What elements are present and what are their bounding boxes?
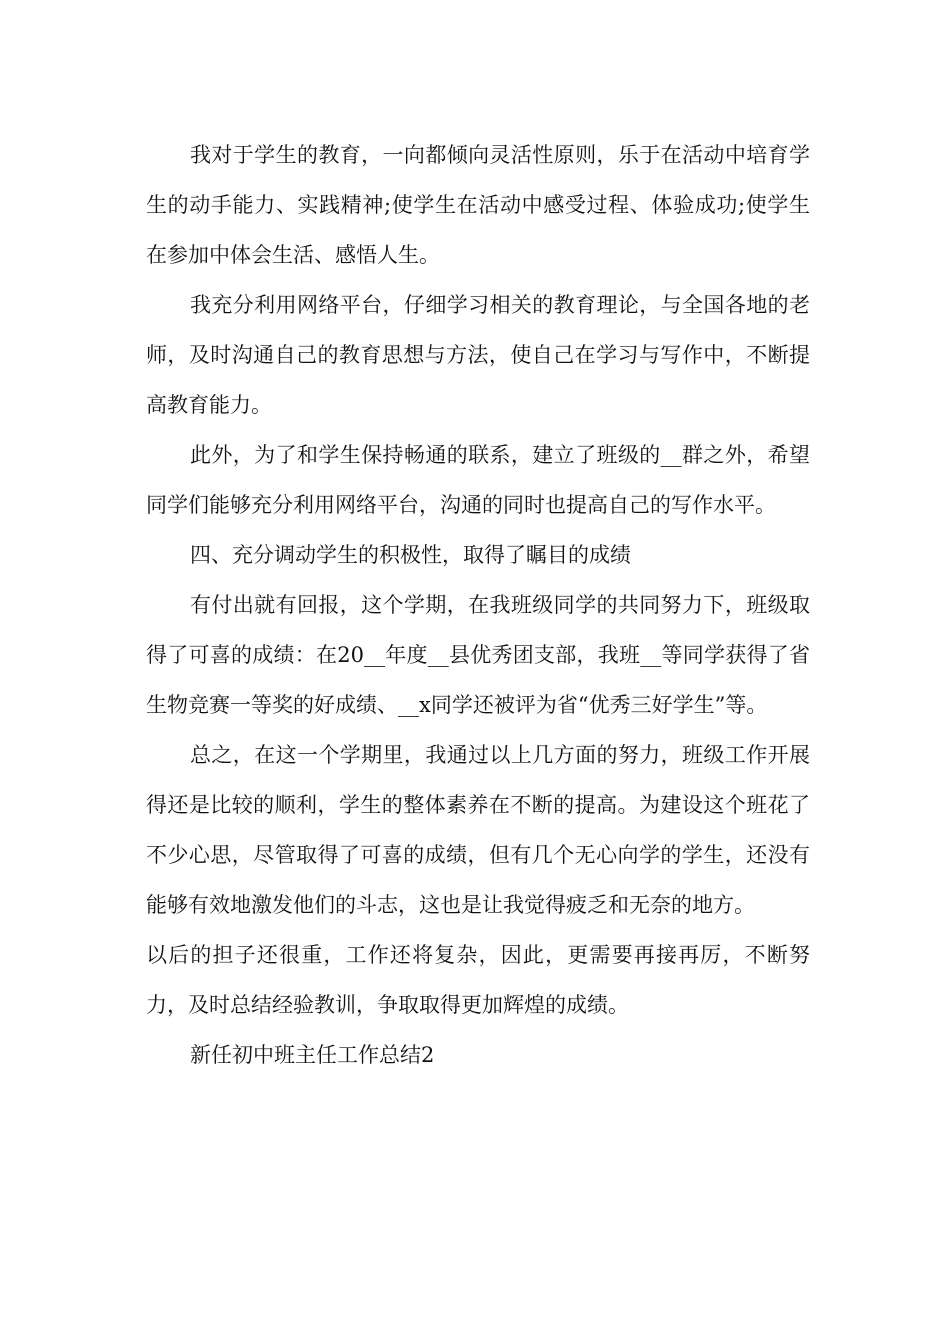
paragraph-student-education: 我对于学生的教育，一向都倾向灵活性原则，乐于在活动中培育学生的动手能力、实践精神;使学生在活动中感受过程、体验成功;使学生在参加中体会生活、感悟人生。 <box>146 143 810 267</box>
document-body <box>146 130 810 1080</box>
section-heading-four: 四、充分调动学生的积极性，取得了瞩目的成绩 <box>190 543 631 567</box>
paragraph-summary: 总之，在这一个学期里，我通过以上几方面的努力，班级工作开展得还是比较的顺利，学生的整体素养在不断的提高。为建设这个班花了不少心思，尽管取得了可喜的成绩，但有几个无心向学的学生，还没有能够有效地激发他们的斗志，这也是让我觉得疲乏和无奈的地方。 <box>146 743 810 917</box>
document-title-2: 新任初中班主任工作总结2 <box>190 1043 435 1067</box>
paragraph-achievements: 有付出就有回报，这个学期，在我班级同学的共同努力下，班级取得了可喜的成绩：在20__年度__县优秀团支部，我班__等同学获得了省生物竞赛一等奖的好成绩、__x同学还被评为省“优秀三好学生”等。 <box>146 593 810 717</box>
paragraph-class-group: 此外，为了和学生保持畅通的联系，建立了班级的__群之外，希望同学们能够充分利用网络平台，沟通的同时也提高自己的写作水平。 <box>146 443 810 517</box>
paragraph-network-platform: 我充分利用网络平台，仔细学习相关的教育理论，与全国各地的老师，及时沟通自己的教育思想与方法，使自己在学习与写作中，不断提高教育能力。 <box>146 293 810 417</box>
paragraph-future: 以后的担子还很重，工作还将复杂，因此，更需要再接再厉，不断努力，及时总结经验教训，争取取得更加辉煌的成绩。 <box>146 943 810 1017</box>
